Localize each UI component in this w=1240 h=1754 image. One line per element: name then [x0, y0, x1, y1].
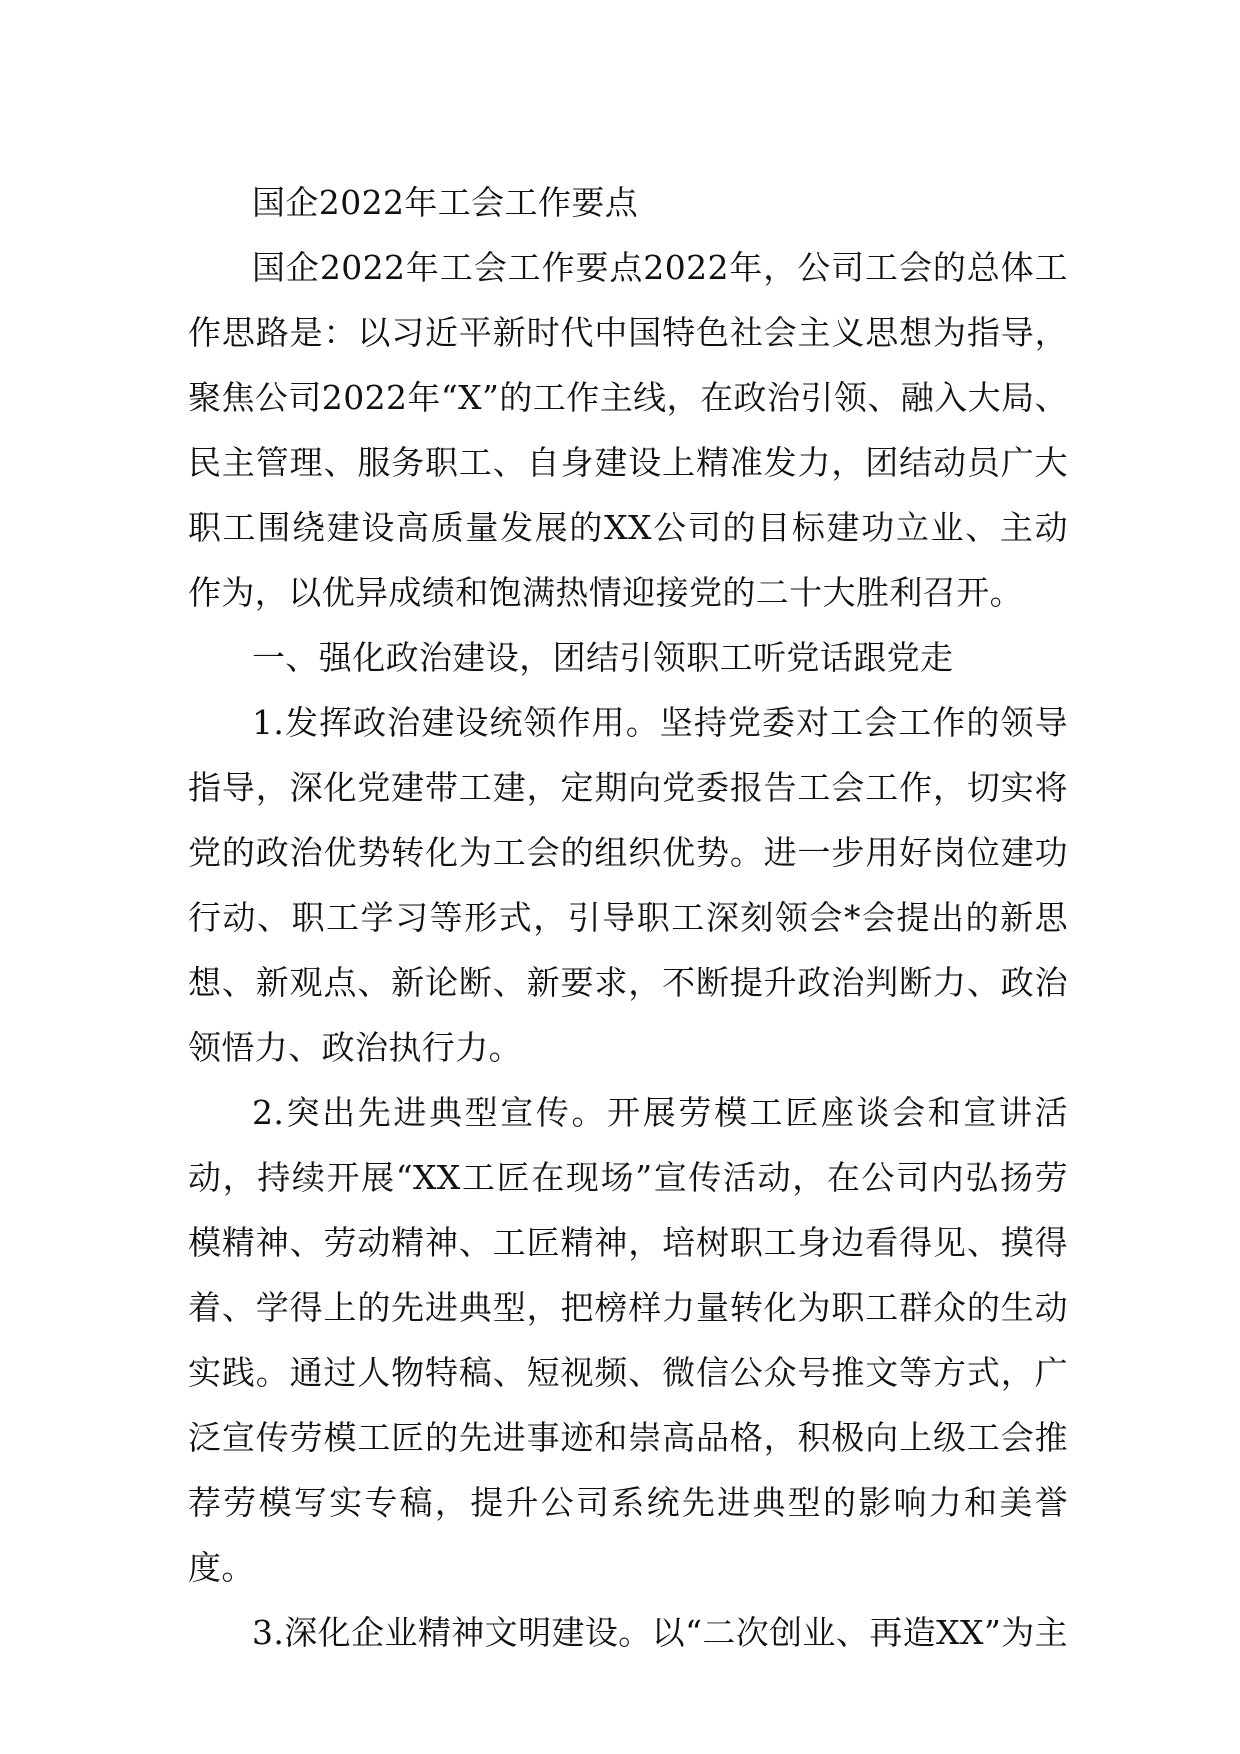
paragraph-item-1: 1.发挥政治建设统领作用。坚持党委对工会工作的领导指导，深化党建带工建，定期向党委报告工会工作，切实将党的政治优势转化为工会的组织优势。进一步用好岗位建功行动、职工学习等形式，引导职工深刻领会*会提出的新思想、新观点、新论断、新要求，不断提升政治判断力、政治领悟力、政治执行力。 [188, 703, 1068, 1067]
section-heading-1: 一、强化政治建设，团结引领职工听党话跟党走 [252, 638, 954, 677]
paragraph-item-2: 2.突出先进典型宣传。开展劳模工匠座谈会和宣讲活动，持续开展“XX工匠在现场”宣传活动，在公司内弘扬劳模精神、劳动精神、工匠精神，培树职工身边看得见、摸得着、学得上的先进典型，把榜样力量转化为职工群众的生动实践。通过人物特稿、短视频、微信公众号推文等方式，广泛宣传劳模工匠的先进事迹和崇高品格，积极向上级工会推荐劳模写实专稿，提升公司系统先进典型的影响力和美誉度。 [188, 1093, 1068, 1587]
document-title: 国企2022年工会工作要点 [252, 183, 639, 222]
paragraph-item-3: 3.深化企业精神文明建设。以“二次创业、再造XX”为主 [252, 1613, 1069, 1652]
paragraph-intro: 国企2022年工会工作要点2022年，公司工会的总体工作思路是：以习近平新时代中国特色社会主义思想为指导，聚焦公司2022年“X”的工作主线，在政治引领、融入大局、民主管理、服务职工、自身建设上精准发力，团结动员广大职工围绕建设高质量发展的XX公司的目标建功立业、主动作为，以优异成绩和饱满热情迎接党的二十大胜利召开。 [188, 248, 1068, 612]
document-body [188, 170, 1068, 1665]
